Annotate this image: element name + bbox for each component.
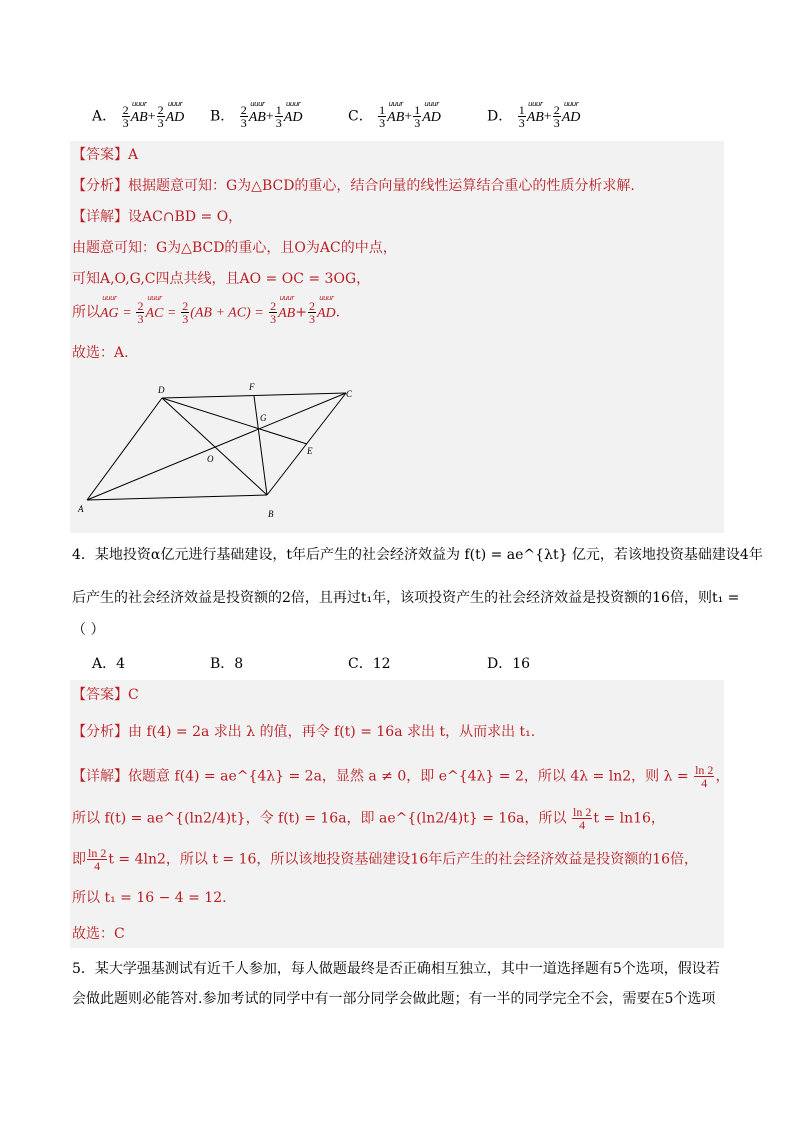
- q3-option-a-letter: A．: [92, 108, 117, 125]
- q3-option-d-letter: D．: [487, 108, 513, 125]
- q3-c-coef1-den: 3: [379, 116, 386, 130]
- q3-option-c-letter: C．: [348, 108, 373, 125]
- q3-detail-tag: 【详解】: [72, 209, 128, 225]
- q4-d3-prefix: 即: [72, 851, 86, 868]
- q3-detail-4-prefix: 所以: [72, 304, 100, 321]
- q3-detail-4: 所以uuur AG = $\frac{2}{3}$ uuur AC = $\frac{2}{3}$ (AB + AC) = $\frac{2}{3}$ uuur AB+ $\frac{2}{3}$ uuur AD.: [72, 300, 340, 325]
- q4-stem-2: 后产生的社会经济效益是投资额的2倍，且再过t₁年，该项投资产生的社会经济效益是投资额的16倍，则t₁ =: [72, 590, 740, 606]
- q3-frac2-den: 3: [182, 312, 189, 326]
- q3-analysis-tag: 【分析】: [72, 178, 128, 194]
- q3-d-vec1: uuur AB: [527, 110, 544, 126]
- q4-d3-frac-num: ln 2: [88, 846, 107, 860]
- q4-detail-1: [72, 764, 729, 789]
- q4-d2-frac-den: 4: [579, 818, 586, 832]
- q3-detail-3: 可知A,O,G,C四点共线，且AO = OC = 3OG，: [72, 271, 371, 287]
- q3-option-b: [210, 104, 302, 129]
- q3-b-plus: +: [265, 109, 274, 125]
- label-g: G: [260, 413, 267, 423]
- q3-answer-value: A: [128, 147, 139, 163]
- q3-eq2: =: [167, 305, 176, 321]
- q3-frac2-num: 2: [182, 299, 189, 313]
- median-bf: [254, 396, 267, 495]
- q4-d1-frac-num: ln 2: [695, 763, 714, 777]
- q3-a-coef2-num: 2: [157, 103, 164, 117]
- q4-detail-3: [72, 847, 698, 872]
- label-d: D: [158, 385, 165, 395]
- q4-answer-value: C: [128, 687, 139, 703]
- q3-a-vec2: uuur AD: [166, 110, 185, 126]
- q3-b-coef2-den: 3: [275, 116, 282, 130]
- q3-a-coef1-num: 2: [122, 103, 129, 117]
- q3-d-vec2: uuur AD: [562, 110, 581, 126]
- q3-a-coef2-den: 3: [157, 116, 164, 130]
- q3-frac3-num: 2: [270, 299, 277, 313]
- q4-detail-2: [72, 806, 665, 831]
- q3-a-coef1-den: 3: [122, 116, 129, 130]
- q4-option-c: C．12: [348, 656, 391, 672]
- diagonal-bd: [162, 398, 267, 495]
- q4-answer-tag: 【答案】: [72, 687, 128, 703]
- q3-paren-sum: (AB + AC) =: [190, 305, 264, 321]
- q3-vec-ad: uuur AD: [317, 304, 336, 324]
- q4-d2-frac-num: ln 2: [573, 805, 592, 819]
- q3-d-coef2-den: 3: [553, 116, 560, 130]
- q4-d2-end: t = ln16，: [593, 810, 665, 827]
- q4-d1-frac-den: 4: [701, 776, 708, 790]
- label-c: C: [346, 389, 353, 399]
- q4-option-a: A．4: [92, 656, 126, 672]
- q3-option-d: [487, 104, 580, 129]
- q3-c-vec1: uuur AB: [387, 110, 404, 126]
- q3-choose: 故选：A.: [72, 345, 129, 361]
- q3-c-vec2: uuur AD: [422, 110, 441, 126]
- q5-stem-1: 5．某大学强基测试有近千人参加，每人做题最终是否正确相互独立，其中一道选择题有5个选项，假设若: [72, 961, 720, 977]
- q3-detail-4-end: .: [335, 304, 341, 321]
- q3-b-vec1: uuur AB: [249, 110, 266, 126]
- label-f: F: [249, 382, 255, 392]
- q3-c-coef2-num: 1: [414, 103, 421, 117]
- q4-stem-1: 4．某地投资α亿元进行基础建设，t年后产生的社会经济效益为 f(t) = ae^{λt} 亿元，若该地投资基础建设4年: [72, 547, 763, 563]
- parallelogram-figure: [70, 378, 370, 523]
- q3-c-coef1-num: 1: [379, 103, 386, 117]
- q4-option-d: D．16: [487, 656, 531, 672]
- q4-answer: [72, 685, 139, 705]
- q3-d-coef1-num: 1: [518, 103, 525, 117]
- q3-detail-1-text: 设AC∩BD = O，: [128, 209, 243, 225]
- q4-detail-2-text: 所以 f(t) = ae^{(ln2/4)t}，令 f(t) = 16a，即 ae^{(ln2/4)t} = 16a，所以: [72, 810, 567, 827]
- q3-analysis-text: 根据题意可知：G为△BCD的重心，结合向量的线性运算结合重心的性质分析求解.: [128, 178, 635, 194]
- q4-analysis-text: 由 f(4) = 2a 求出 λ 的值，再令 f(t) = 16a 求出 t，从而求出 t₁.: [128, 724, 536, 740]
- q3-option-b-letter: B．: [210, 108, 235, 125]
- q3-d-plus: +: [543, 109, 552, 125]
- q3-b-coef1-num: 2: [240, 103, 247, 117]
- q3-b-vec2: uuur AD: [284, 110, 303, 126]
- q4-choose: 故选：C: [72, 926, 125, 942]
- q4-option-b: B．8: [210, 656, 244, 672]
- q4-analysis: [72, 722, 535, 742]
- q3-vec-ag: uuur AG: [100, 304, 119, 324]
- label-b: B: [268, 509, 274, 519]
- q3-a-vec1: uuur AB: [131, 110, 148, 126]
- q3-b-coef1-den: 3: [240, 116, 247, 130]
- q3-option-a: [92, 104, 184, 129]
- q3-option-c: [348, 104, 441, 129]
- q3-answer: [72, 145, 138, 165]
- q4-detail-tag: 【详解】: [72, 768, 128, 785]
- q5-stem-2: 会做此题则必能答对.参加考试的同学中有一部分同学会做此题；有一半的同学完全不会，需要在5个选项: [72, 991, 716, 1007]
- q3-analysis: [72, 176, 635, 196]
- q3-frac3-den: 3: [270, 312, 277, 326]
- q3-frac1-den: 3: [137, 312, 144, 326]
- q3-a-plus: +: [147, 109, 156, 125]
- q3-frac4-den: 3: [308, 312, 315, 326]
- q4-d1-end: ，: [715, 768, 730, 785]
- median-de: [162, 398, 307, 444]
- q3-vec-ab: uuur AB: [278, 304, 295, 324]
- label-a: A: [78, 504, 84, 514]
- label-o: O: [207, 454, 214, 464]
- q4-stem-3: （ ）: [72, 622, 105, 638]
- q3-c-coef2-den: 3: [414, 116, 421, 130]
- q3-b-coef2-num: 1: [275, 103, 282, 117]
- q4-detail-1-text: 依题意 f(4) = ae^{4λ} = 2a，显然 a ≠ 0，即 e^{4λ} = 2，所以 4λ = ln2，则 λ =: [128, 768, 689, 785]
- edge-ab: [87, 495, 267, 500]
- q3-frac4-num: 2: [308, 299, 315, 313]
- q4-analysis-tag: 【分析】: [72, 724, 128, 740]
- q3-c-plus: +: [404, 109, 413, 125]
- q4-detail-4: 所以 t₁ = 16 − 4 = 12.: [72, 890, 227, 906]
- q3-eq1: =: [123, 305, 132, 321]
- q3-detail-2: 由题意可知：G为△BCD的重心，且O为AC的中点，: [72, 240, 397, 256]
- q3-d-coef2-num: 2: [553, 103, 560, 117]
- q3-frac1-num: 2: [137, 299, 144, 313]
- q3-detail-1: [72, 207, 242, 227]
- label-e: E: [307, 446, 313, 456]
- q4-d3-frac-den: 4: [94, 859, 101, 873]
- q4-detail-3-text: t = 4ln2，所以 t = 16，所以该地投资基础建设16年后产生的社会经济效益是投资额的16倍，: [108, 851, 699, 868]
- q3-vec-ac: uuur AC: [145, 304, 163, 324]
- q3-answer-tag: 【答案】: [72, 147, 128, 163]
- q3-d-coef1-den: 3: [518, 116, 525, 130]
